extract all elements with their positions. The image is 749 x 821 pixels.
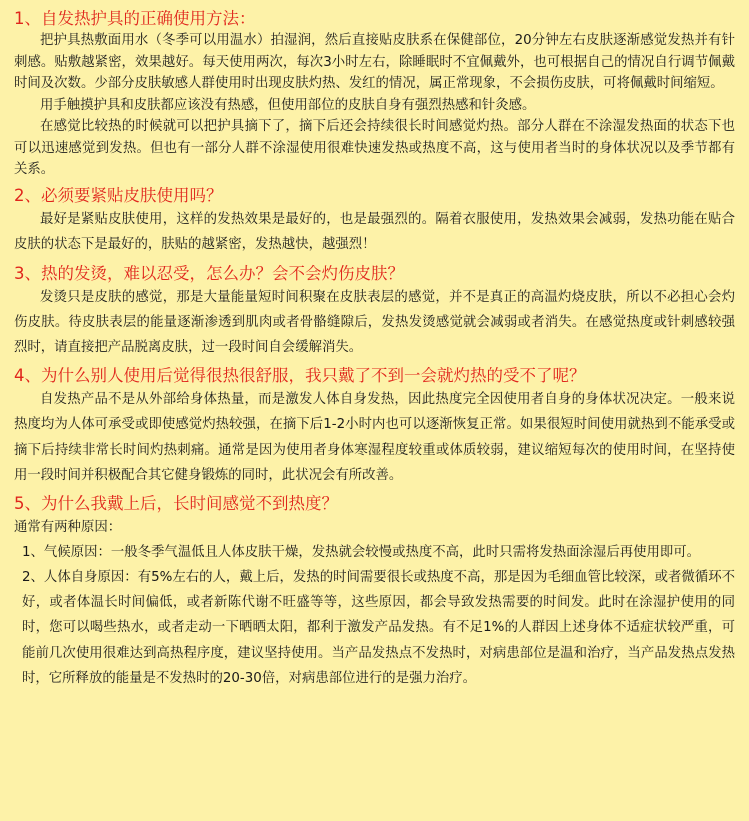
paragraph: 把护具热敷面用水（冬季可以用温水）拍湿润，然后直接贴皮肤系在保健部位，20分钟左右皮肤逐渐感觉发热并有针刺感。贴敷越紧密，效果越好。每天使用两次，每次3小时左右，除睡眠时不宜佩戴外，也可根据自己的情况自行调节佩戴时间及次数。少部分皮肤敏感人群使用时出现皮肤灼热、发红的情况，属正常现象，不会损伤皮肤，可将佩戴时间缩短。 (14, 33, 735, 91)
section-title: 4、为什么别人使用后觉得很热很舒服，我只戴了不到一会就灼热的受不了呢？ (14, 365, 586, 385)
section-no-heat (14, 493, 735, 691)
section-skin-contact (14, 185, 735, 257)
section-usage-method (14, 8, 735, 181)
paragraph: 通常有两种原因： (14, 519, 122, 535)
paragraph: 用手触摸护具和皮肤都应该没有热感，但使用部位的皮肤自身有强烈热感和针灸感。 (40, 97, 536, 113)
paragraph: 自发热产品不是从外部给身体热量，而是激发人体自身发热，因此热度完全因使用者自身的身体状况决定。一般来说热度均为人体可承受或即使感觉灼热较强，在摘下后1-2小时内也可以逐渐恢复正常。如果很短时间使用就热到不能承受或摘下后持续非常长时间灼热刺痛。通常是因为使用者身体寒湿程度较重或体质较弱，建议缩短每次的使用时间，在坚持使用一段时间并积极配合其它健身锻炼的同时，此状况会有所改善。 (14, 391, 735, 483)
section-title: 1、自发热护具的正确使用方法： (14, 9, 256, 28)
list-item: 2、人体自身原因：有5%左右的人，戴上后，发热的时间需要很长或热度不高，那是因为毛细血管比较深，或者微循环不好，或者体温长时间偏低，或者新陈代谢不旺盛等等，这些原因，都会导致发热需要的时间发。此时在涂湿护使用的同时，您可以喝些热水，或者走动一下晒晒太阳，都利于激发产品发热。有不足1%的人群因上述身体不适症状较严重，可能前几次使用很难达到高热程序度，建议坚持使用。当产品发热点不发热时，对病患部位是温和治疗，当产品发热点发热时，它所释放的能量是不发热时的20-30倍，对病患部位进行的是强力治疗。 (22, 569, 735, 686)
section-title: 5、为什么我戴上后，长时间感觉不到热度？ (14, 493, 338, 513)
section-title: 3、热的发烫，难以忍受，怎么办？会不会灼伤皮肤？ (14, 263, 404, 283)
paragraph: 最好是紧贴皮肤使用，这样的发热效果是最好的，也是最强烈的。隔着衣服使用，发热效果会减弱，发热功能在贴合皮肤的状态下是最好的，肤贴的越紧密，发热越快，越强烈！ (14, 211, 735, 252)
list-item: 1、气候原因：一般冬季气温低且人体皮肤干燥，发热就会较慢或热度不高，此时只需将发热面涂湿后再使用即可。 (22, 544, 701, 560)
paragraph: 在感觉比较热的时候就可以把护具摘下了，摘下后还会持续很长时间感觉灼热。部分人群在不涂湿发热面的状态下也可以迅速感觉到发热。但也有一部分人群不涂湿使用很难快速发热或热度不高，这与使用者当时的身体状况以及季节都有关系。 (14, 119, 735, 177)
section-too-hot (14, 263, 735, 360)
paragraph: 发烫只是皮肤的感觉，那是大量能量短时间积聚在皮肤表层的感觉，并不是真正的高温灼烧皮肤，所以不必担心会灼伤皮肤。待皮肤表层的能量逐渐渗透到肌肉或者骨骼缝隙后，发热发烫感觉就会减弱或者消失。在感觉热度或针刺感较强烈时，请直接把产品脱离皮肤，过一段时间自会缓解消失。 (14, 289, 735, 355)
section-individual-difference (14, 365, 735, 489)
section-title: 2、必须要紧贴皮肤使用吗？ (14, 185, 223, 205)
